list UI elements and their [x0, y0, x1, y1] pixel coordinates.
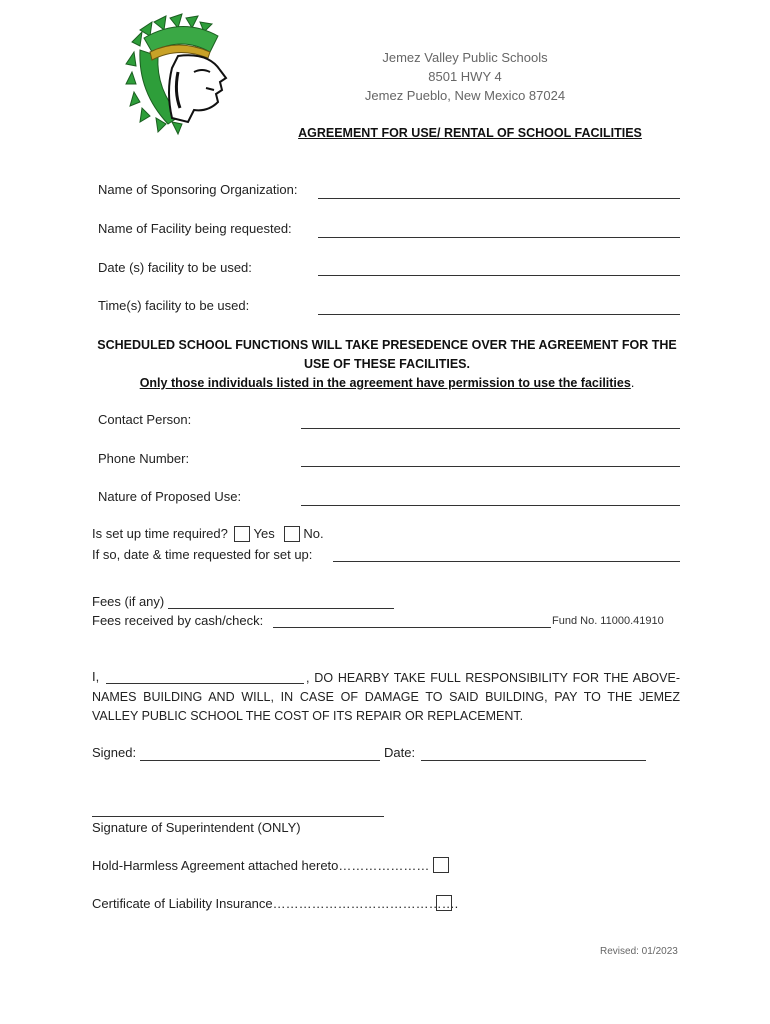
fees-field[interactable]	[168, 608, 394, 609]
phone-label: Phone Number:	[98, 451, 190, 466]
sponsoring-org-field[interactable]	[318, 198, 680, 199]
signed-field[interactable]	[140, 760, 380, 761]
nature-field[interactable]	[301, 505, 680, 506]
times-label: Time(s) facility to be used:	[98, 298, 250, 313]
setup-yes-label: Yes	[253, 526, 275, 541]
signed-label: Signed:	[92, 745, 137, 760]
nature-label: Nature of Proposed Use:	[98, 489, 242, 504]
notice-permission-text: Only those individuals listed in the agreement have permission to use the facilities	[139, 376, 631, 390]
setup-yes-checkbox[interactable]	[234, 526, 250, 542]
liability-label: Certificate of Liability Insurance…………………………………….	[92, 896, 459, 911]
school-city: Jemez Pueblo, New Mexico 87024	[364, 88, 566, 103]
fees-received-label: Fees received by cash/check:	[92, 613, 264, 628]
phone-field[interactable]	[301, 466, 680, 467]
revised-date: Revised: 01/2023	[600, 946, 678, 957]
setup-no-label: No.	[303, 526, 324, 541]
hold-harmless-label: Hold-Harmless Agreement attached hereto…………………	[92, 858, 430, 873]
fees-label: Fees (if any)	[92, 594, 165, 609]
school-address: 8501 HWY 4	[428, 69, 502, 84]
setup-question-row	[92, 526, 324, 542]
notice-line-3	[92, 374, 682, 393]
form-title: AGREEMENT FOR USE/ RENTAL OF SCHOOL FACILITIES	[298, 126, 642, 140]
responsibility-prefix: I,	[92, 669, 100, 684]
dates-label: Date (s) facility to be used:	[98, 260, 252, 275]
hold-harmless-checkbox[interactable]	[433, 857, 449, 873]
superintendent-label: Signature of Superintendent (ONLY)	[92, 820, 301, 835]
fees-received-field[interactable]	[273, 627, 551, 628]
school-name: Jemez Valley Public Schools	[382, 50, 548, 65]
indian-head-chief-logo	[122, 12, 242, 137]
setup-datetime-field[interactable]	[333, 561, 680, 562]
setup-no-checkbox[interactable]	[284, 526, 300, 542]
contact-person-label: Contact Person:	[98, 412, 192, 427]
setup-datetime-label: If so, date & time requested for set up:	[92, 547, 313, 562]
responsibility-text: , DO HEARBY TAKE FULL RESPONSIBILITY FOR THE ABOVE-NAMES BUILDING AND WILL, IN CASE OF DAMAGE TO SAID BUILDING, PAY TO THE JEMEZ VALLEY PUBLIC SCHOOL THE COST OF ITS REPAIR OR REPLACEMENT.	[92, 671, 680, 723]
facility-label: Name of Facility being requested:	[98, 221, 292, 236]
dates-field[interactable]	[318, 275, 680, 276]
date-label: Date:	[384, 745, 416, 760]
setup-question: Is set up time required?	[92, 526, 228, 541]
facility-field[interactable]	[318, 237, 680, 238]
notice-line-2: USE OF THESE FACILITIES.	[304, 357, 470, 371]
notice-period: .	[630, 376, 635, 390]
superintendent-signature-field[interactable]	[92, 816, 384, 817]
fund-number: Fund No. 11000.41910	[552, 615, 664, 627]
contact-person-field[interactable]	[301, 428, 680, 429]
notice-line-1: SCHEDULED SCHOOL FUNCTIONS WILL TAKE PRESEDENCE OVER THE AGREEMENT FOR THE	[97, 338, 677, 352]
date-field[interactable]	[421, 760, 646, 761]
times-field[interactable]	[318, 314, 680, 315]
liability-checkbox[interactable]	[436, 895, 452, 911]
sponsoring-org-label: Name of Sponsoring Organization:	[98, 182, 298, 197]
